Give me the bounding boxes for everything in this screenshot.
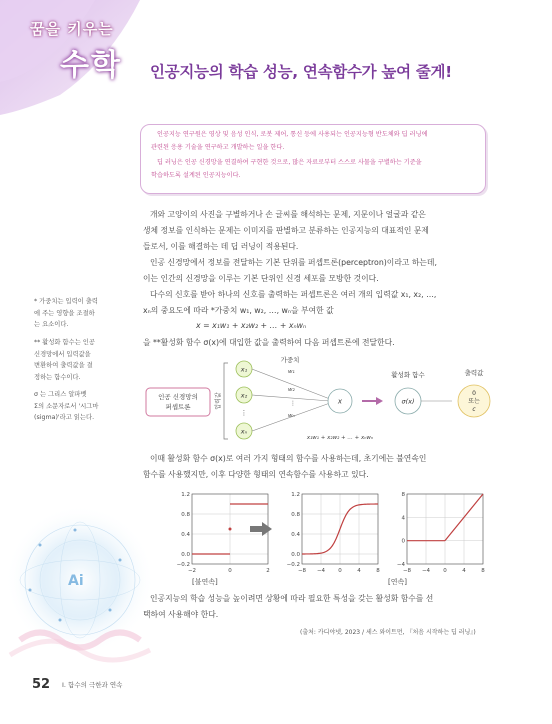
intro-box (140, 124, 486, 194)
intro-line: 인공지능 연구원은 영상 및 음성 인식, 로봇 제어, 통신 등에 사용되는 인공지능형 반도체와 딥 러닝에 (157, 131, 428, 138)
paragraph-line: 인공지능의 학습 성능을 높이려면 상황에 따라 필요한 특성을 갖는 활성화 함수를 선 (150, 594, 434, 603)
paragraph-line: 인공 신경망에서 정보를 전달하는 기본 단위를 퍼셉트론(perceptron)이라고 하는데, (150, 258, 437, 267)
sidenote-weight (34, 296, 120, 331)
perceptron-diagram (140, 355, 500, 445)
y-tick-label: −0.2 (286, 562, 300, 568)
paragraph-line: 함수를 사용했지만, 이후 다양한 형태의 연속함수를 사용하고 있다. (143, 470, 369, 479)
chart-sigmoid (280, 488, 395, 578)
y-tick-label: 0.4 (291, 532, 300, 538)
input-dots: ⋮ (240, 409, 248, 417)
x-tick-label: 0 (228, 568, 232, 574)
perceptron-label-2: 퍼셉트론 (165, 403, 191, 411)
sidenote-line: 변환하여 출력값을 결 (34, 362, 93, 369)
y-tick-label: −4 (396, 562, 405, 568)
paragraph-line: 다수의 신호를 받아 하나의 신호를 출력하는 퍼셉트론은 여러 개의 입력값 x₁, x₂, …, (150, 290, 437, 299)
y-tick-label: 0.8 (181, 512, 190, 518)
paragraph-line: 생체 정보를 인식하는 문제는 이미지를 판별하고 분류하는 인공지능의 대표적인 문제 (143, 226, 429, 235)
x-tick-label: 8 (481, 568, 485, 574)
input-x1: x₁ (240, 365, 248, 374)
sidenote-line: Σ의 소문자로서 '시그마 (34, 402, 99, 410)
sidenote-line: σ 는 그리스 알파벳 (34, 391, 87, 398)
chart-label-discontinuous: [불연속] (192, 578, 218, 586)
y-tick-label: −0.2 (176, 562, 190, 568)
badge-line1: 꿈을 키우는 (30, 20, 114, 38)
weight-w1: w₁ (288, 369, 295, 375)
sidenote-activation (34, 337, 120, 383)
chart-label-continuous: [연속] (388, 578, 407, 586)
x-tick-label: −2 (187, 568, 197, 574)
sidenote-line: (sigma)'라고 읽는다. (34, 414, 95, 421)
sum-node-label: x (337, 397, 343, 406)
output-label: 출력값 (464, 369, 484, 377)
x-tick-label: 0 (443, 568, 447, 574)
weight-dots: ⋮ (290, 400, 296, 407)
weight-label: 가중치 (280, 356, 300, 364)
svg-text:Ai: Ai (68, 573, 84, 589)
y-tick-label: 1.2 (181, 492, 190, 498)
arrow-right-icon (250, 522, 272, 536)
intro-line: 학습하도록 설계된 인공지능이다. (151, 172, 241, 179)
chapter-label: I. 함수의 극한과 연속 (62, 681, 123, 689)
x-tick-label: 2 (266, 568, 270, 574)
x-tick-label: 4 (462, 568, 466, 574)
x-tick-label: 0 (338, 568, 342, 574)
chart-relu (385, 488, 500, 578)
output-value-c: c (472, 406, 476, 413)
perceptron-label-1: 인공 신경망의 (158, 393, 198, 401)
weight-w2: w₂ (288, 387, 295, 393)
sidenote-line: ** 활성화 함수는 인공 (34, 339, 95, 346)
sidenote-line: 정하는 함수이다. (34, 373, 81, 381)
paragraph-line: 이때 활성화 함수 σ(x)로 여러 가지 형태의 함수를 사용하는데, 초기에는 불연속인 (150, 454, 427, 463)
y-tick-label: 8 (401, 492, 405, 498)
sidenote-line: 에 주는 영향을 조절하 (34, 309, 95, 317)
sidenote-line: 신경망에서 입력값을 (34, 350, 91, 358)
paragraph-line: 개와 고양이의 사진을 구별하거나 손 글씨를 해석하는 문제, 지문이나 얼굴과 같은 (150, 210, 426, 219)
x-tick-label: −4 (421, 568, 431, 574)
x-tick-label: −8 (402, 568, 412, 574)
source-citation: (출처: 카디야넷, 2023 / 세스 와이트먼, 『처음 시작하는 딥 러닝』) (300, 629, 476, 636)
formula: x = x₁w₁ + x₂w₂ + … + xₙwₙ (196, 321, 307, 330)
output-value-or: 또는 (468, 398, 480, 405)
page-title: 인공지능의 학습 성능, 연속함수가 높여 줄게! (150, 63, 452, 81)
paragraph-line: 들로서, 이를 해결하는 데 딥 러닝이 적용된다. (143, 242, 299, 251)
y-tick-label: 0 (401, 538, 405, 545)
weight-wn: wₙ (288, 413, 295, 419)
activation-node-label: σ(x) (401, 397, 415, 406)
output-value-0: 0 (472, 390, 476, 397)
x-tick-label: −8 (297, 568, 307, 574)
activation-label: 활성화 함수 (391, 371, 425, 379)
y-tick-label: 1.2 (291, 492, 300, 498)
paragraph-line: 이는 인간의 신경망을 이루는 기본 단위인 신경 세포를 모방한 것이다. (143, 274, 379, 283)
function-point (229, 528, 232, 531)
intro-line: 관련된 응용 기술을 연구하고 개발하는 일을 한다. (151, 144, 285, 151)
sidenote-sigma (34, 389, 120, 424)
input-label: 입력값 (215, 392, 222, 410)
y-tick-label: 0.8 (291, 512, 300, 518)
x-tick-label: −4 (316, 568, 326, 574)
x-tick-label: 4 (357, 568, 361, 574)
x-tick-label: 8 (376, 568, 380, 574)
input-x2: x₂ (240, 391, 248, 400)
sidenote-line: * 가중치는 입력이 출력 (34, 298, 98, 305)
badge-line2: 수학 (60, 48, 122, 83)
intro-line: 딥 러닝은 인공 신경망을 연결하여 구현한 것으로, 많은 자료로부터 스스로 사물을 구별하는 기준을 (157, 159, 422, 166)
y-tick-label: 0.0 (291, 552, 300, 558)
paragraph-line: 택하여 사용해야 한다. (143, 610, 219, 619)
sum-formula: x₁w₁ + x₂w₂ + … + xₙwₙ (306, 435, 374, 441)
y-tick-label: 4 (401, 515, 405, 522)
paragraph-line: xₙ의 중요도에 따라 *가중치 w₁, w₂, …, wₙ을 부여한 값 (143, 306, 334, 315)
paragraph-line: 을 **활성화 함수 σ(x)에 대입한 값을 출력하여 다음 퍼셉트론에 전달한다. (143, 338, 395, 347)
input-xn: xₙ (240, 427, 248, 436)
page-number: 52 (32, 677, 51, 692)
y-tick-label: 0.0 (181, 552, 190, 558)
sidenote-line: 는 요소이다. (34, 321, 69, 328)
y-tick-label: 0.4 (181, 532, 190, 538)
